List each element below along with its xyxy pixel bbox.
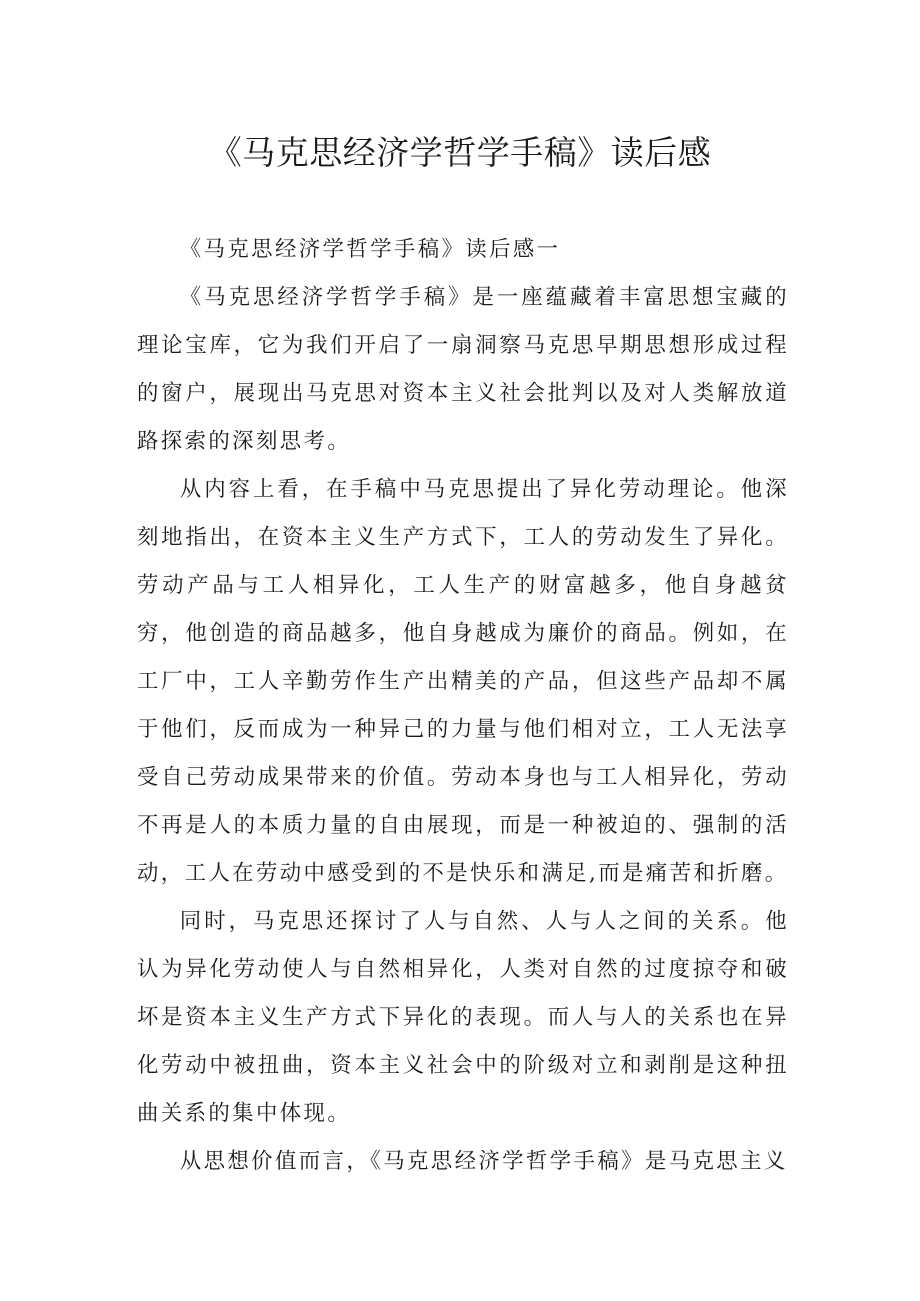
body-paragraph: 从内容上看，在手稿中马克思提出了异化劳动理论。他深刻地指出，在资本主义生产方式下，工人的劳动发生了异化。劳动产品与工人相异化，工人生产的财富越多，他自身越贫穷，他创造的商品越多，他自身越成为廉价的商品。例如，在工厂中，工人辛勤劳作生产出精美的产品，但这些产品却不属于他们，反而成为一种异己的力量与他们相对立，工人无法享受自己劳动成果带来的价值。劳动本身也与工人相异化，劳动不再是人的本质力量的自由展现，而是一种被迫的、强制的活动，工人在劳动中感受到的不是快乐和满足,而是痛苦和折磨。 <box>137 477 789 886</box>
document-body <box>137 226 789 1186</box>
subtitle-paragraph: 《马克思经济学哲学手稿》读后感一 <box>179 237 561 262</box>
body-paragraph: 从思想价值而言，《马克思经济学哲学手稿》是马克思主义 <box>179 1149 788 1174</box>
document-title: 《马克思经济学哲学手稿》读后感 <box>208 133 712 172</box>
body-paragraph: 《马克思经济学哲学手稿》是一座蕴藏着丰富思想宝藏的理论宝库，它为我们开启了一扇洞察马克思早期思想形成过程的窗户，展现出马克思对资本主义社会批判以及对人类解放道路探索的深刻思考。 <box>137 285 789 454</box>
body-paragraph: 同时，马克思还探讨了人与自然、人与人之间的关系。他认为异化劳动使人与自然相异化，人类对自然的过度掠夺和破坏是资本主义生产方式下异化的表现。而人与人的关系也在异化劳动中被扭曲，资本主义社会中的阶级对立和剥削是这种扭曲关系的集中体现。 <box>137 909 789 1126</box>
